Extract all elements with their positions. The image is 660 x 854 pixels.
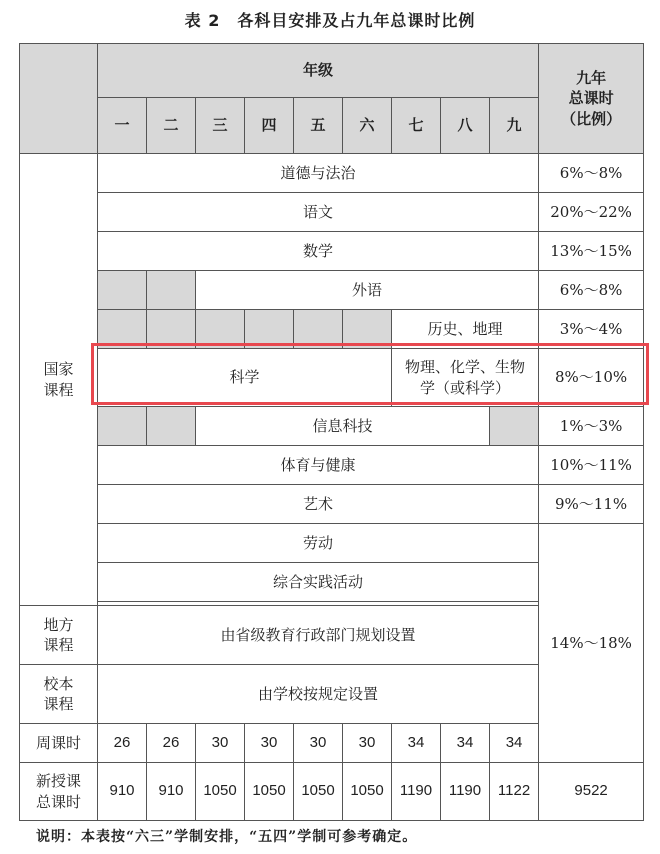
weekly-value: 30 xyxy=(196,724,245,763)
empty-cell xyxy=(98,271,147,310)
weekly-value: 26 xyxy=(147,724,196,763)
grade-cell: 八 xyxy=(441,98,490,154)
weekly-value: 26 xyxy=(98,724,147,763)
subject-practice: 综合实践活动 xyxy=(98,563,539,602)
ratio-chinese: 20%～22% xyxy=(539,193,644,232)
total-value: 1050 xyxy=(343,763,392,821)
total-label: 新授课 总课时 xyxy=(20,763,98,821)
total-value: 1050 xyxy=(196,763,245,821)
total-value: 1190 xyxy=(392,763,441,821)
total-value: 1050 xyxy=(294,763,343,821)
section-national: 国家 课程 xyxy=(20,154,98,606)
weekly-value: 34 xyxy=(441,724,490,763)
weekly-value: 30 xyxy=(245,724,294,763)
ratio-header: 九年 总课时 （比例） xyxy=(539,44,644,154)
ratio-other: 14%～18% xyxy=(539,524,644,763)
table-title: 表 2 各科目安排及占九年总课时比例 xyxy=(184,11,476,30)
weekly-label: 周课时 xyxy=(20,724,98,763)
curriculum-table xyxy=(19,43,644,821)
ratio-it: 1%～3% xyxy=(539,407,644,446)
total-sum: 9522 xyxy=(539,763,644,821)
section-school: 校本 课程 xyxy=(20,665,98,724)
total-value: 1122 xyxy=(490,763,539,821)
weekly-value: 30 xyxy=(294,724,343,763)
ratio-morality: 6%～8% xyxy=(539,154,644,193)
weekly-value: 34 xyxy=(392,724,441,763)
subject-labor: 劳动 xyxy=(98,524,539,563)
empty-cell xyxy=(98,407,147,446)
ratio-math: 13%～15% xyxy=(539,232,644,271)
grade-cell: 九 xyxy=(490,98,539,154)
section-local: 地方 课程 xyxy=(20,606,98,665)
subject-morality: 道德与法治 xyxy=(98,154,539,193)
total-value: 1190 xyxy=(441,763,490,821)
total-value: 1050 xyxy=(245,763,294,821)
subject-foreign: 外语 xyxy=(196,271,539,310)
empty-cell xyxy=(147,407,196,446)
grade-cell: 六 xyxy=(343,98,392,154)
subject-chinese: 语文 xyxy=(98,193,539,232)
empty-cell xyxy=(490,407,539,446)
ratio-history-geo: 3%～4% xyxy=(539,310,644,349)
footnote: 说明：本表按“六三”学制安排，“五四”学制可参考确定。 xyxy=(36,829,418,845)
grade-header: 年级 xyxy=(98,44,539,98)
subject-history-geo: 历史、地理 xyxy=(392,310,539,349)
ratio-foreign: 6%～8% xyxy=(539,271,644,310)
grade-cell: 五 xyxy=(294,98,343,154)
subject-art: 艺术 xyxy=(98,485,539,524)
science-highlight-box xyxy=(91,343,649,405)
total-value: 910 xyxy=(147,763,196,821)
ratio-art: 9%～11% xyxy=(539,485,644,524)
local-desc: 由省级教育行政部门规划设置 xyxy=(98,606,539,665)
total-value: 910 xyxy=(98,763,147,821)
ratio-science: 8%～10% xyxy=(539,349,644,407)
subject-pe: 体育与健康 xyxy=(98,446,539,485)
subject-science-upper: 物理、化学、生物 学（或科学） xyxy=(392,349,539,407)
subject-math: 数学 xyxy=(98,232,539,271)
grade-cell: 三 xyxy=(196,98,245,154)
weekly-value: 30 xyxy=(343,724,392,763)
subject-science: 科学 xyxy=(98,349,392,407)
corner-cell xyxy=(20,44,98,154)
subject-it: 信息科技 xyxy=(196,407,490,446)
grade-cell: 二 xyxy=(147,98,196,154)
grade-cell: 四 xyxy=(245,98,294,154)
grade-cell: 七 xyxy=(392,98,441,154)
grade-cell: 一 xyxy=(98,98,147,154)
ratio-pe: 10%～11% xyxy=(539,446,644,485)
school-desc: 由学校按规定设置 xyxy=(98,665,539,724)
empty-cell xyxy=(147,271,196,310)
weekly-value: 34 xyxy=(490,724,539,763)
